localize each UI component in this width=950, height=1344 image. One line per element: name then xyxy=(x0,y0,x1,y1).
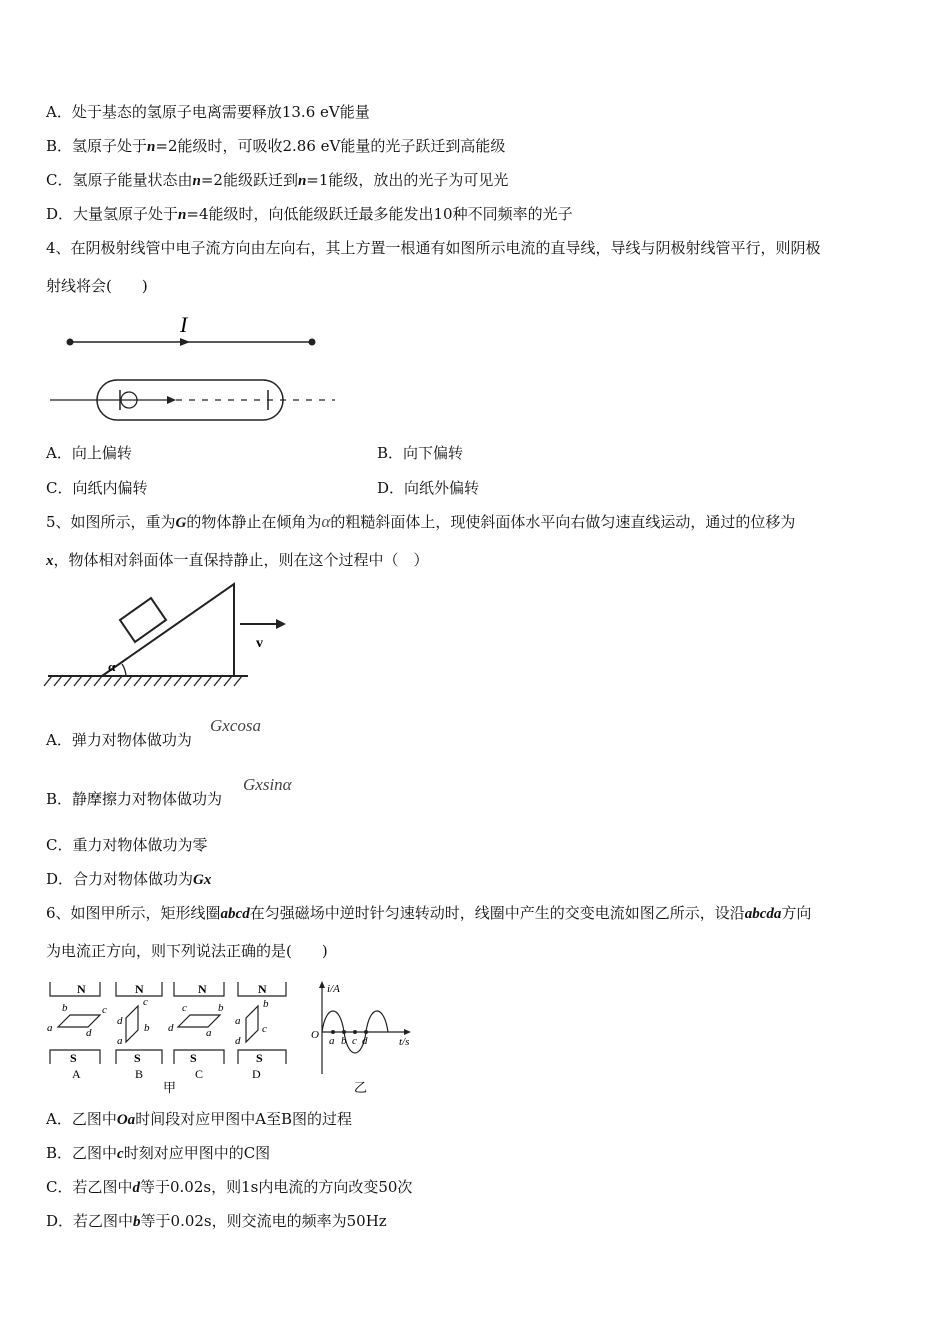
north-pole xyxy=(50,982,100,996)
svg-text:c: c xyxy=(262,1023,267,1035)
svg-text:a: a xyxy=(117,1035,123,1047)
q6-option-d: D．若乙图中b等于0.02s，则交流电的频率为50Hz xyxy=(46,1212,387,1230)
svg-text:d: d xyxy=(86,1027,92,1039)
q5-stem-line1: 5、如图所示，重为G的物体静止在倾角为α的粗糙斜面体上，现使斜面体水平向右做匀速直线运动，通过的位移为 xyxy=(46,512,796,531)
point-b xyxy=(342,1030,346,1034)
q4-option-a: A．向上偏转 xyxy=(46,444,132,462)
q5-stem-line2: x，物体相对斜面体一直保持静止，则在这个过程中（ ） xyxy=(46,551,429,569)
ground-hatching xyxy=(44,676,242,686)
point-a-label: a xyxy=(329,1035,335,1047)
north-label: N xyxy=(258,982,267,996)
x-axis-label: t/s xyxy=(399,1036,410,1048)
q6-option-c: C．若乙图中d等于0.02s，则1s内电流的方向改变50次 xyxy=(46,1178,413,1196)
caption-jia: 甲 xyxy=(163,1080,177,1095)
q3-option-c: C．氢原子能量状态由n=2能级跃迁到n=1能级，放出的光子为可见光 xyxy=(46,171,509,189)
svg-text:a: a xyxy=(235,1015,241,1027)
q4-figure xyxy=(40,308,340,428)
svg-text:d: d xyxy=(235,1035,241,1047)
q4-option-d: D．向纸外偏转 xyxy=(377,479,480,497)
q4-stem-line2: 射线将会( ) xyxy=(46,277,148,295)
south-label: S xyxy=(256,1051,263,1065)
coil xyxy=(58,1015,100,1027)
wire-end-right xyxy=(309,339,316,346)
svg-text:d: d xyxy=(168,1022,174,1034)
panel-d xyxy=(235,982,286,1081)
panel-a-label: A xyxy=(72,1067,81,1081)
point-c xyxy=(353,1030,357,1034)
q4-stem-line1: 4、在阴极射线管中电子流方向由左向右，其上方置一根通有如图所示电流的直导线，导线与阴极射线管平行，则阴极 xyxy=(46,239,821,257)
north-label: N xyxy=(135,982,144,996)
coil xyxy=(126,1006,138,1042)
q5-option-b-formula: Gxsinα xyxy=(243,775,292,794)
q4-option-c: C．向纸内偏转 xyxy=(46,479,148,497)
south-pole xyxy=(174,1050,224,1064)
q6-stem-line2: 为电流正方向，则下列说法正确的是( ) xyxy=(46,942,328,960)
q6-stem-line1: 6、如图甲所示，矩形线圈abcd在匀强磁场中逆时针匀速转动时，线圈中产生的交变电流如图乙所示，设沿abcda方向 xyxy=(46,904,812,922)
svg-text:a: a xyxy=(47,1022,53,1034)
coil xyxy=(178,1015,220,1027)
x-axis-arrow-icon xyxy=(404,1029,411,1035)
velocity-label: v xyxy=(256,636,263,651)
point-d xyxy=(364,1030,368,1034)
y-axis-arrow-icon xyxy=(319,981,325,988)
svg-text:b: b xyxy=(62,1002,68,1014)
q4-option-b: B．向下偏转 xyxy=(377,444,464,462)
beam-arrow-icon xyxy=(167,396,176,404)
point-a xyxy=(331,1030,335,1034)
panel-b xyxy=(116,982,162,1081)
q3-option-b: B．氢原子处于n=2能级时，可吸收2.86 eV能量的光子跃迁到高能级 xyxy=(46,137,506,155)
coil xyxy=(246,1006,258,1042)
q5-option-a-formula: Gxcosa xyxy=(210,716,261,735)
q6-figure xyxy=(44,978,424,1098)
current-label: I xyxy=(180,312,188,337)
q5-option-c: C．重力对物体做功为零 xyxy=(46,836,208,854)
north-label: N xyxy=(77,982,86,996)
svg-text:c: c xyxy=(182,1002,187,1014)
current-arrow-icon xyxy=(180,338,190,346)
north-label: N xyxy=(198,982,207,996)
q6-option-b: B．乙图中c时刻对应甲图中的C图 xyxy=(46,1144,271,1162)
svg-text:c: c xyxy=(102,1004,107,1016)
south-label: S xyxy=(70,1051,77,1065)
south-label: S xyxy=(190,1051,197,1065)
point-d-label: d xyxy=(362,1035,368,1047)
svg-text:b: b xyxy=(218,1002,224,1014)
y-axis-label: i/A xyxy=(327,983,340,995)
q5-option-a: A．弹力对物体做功为 xyxy=(46,731,192,749)
svg-text:b: b xyxy=(263,998,269,1010)
panel-d-label: D xyxy=(252,1067,261,1081)
angle-arc xyxy=(122,664,126,676)
origin-label: O xyxy=(311,1029,319,1041)
panel-a xyxy=(47,982,107,1081)
svg-text:b: b xyxy=(144,1022,150,1034)
q3-option-d: D．大量氢原子处于n=4能级时，向低能级跃迁最多能发出10种不同频率的光子 xyxy=(46,205,573,223)
wire-end-left xyxy=(67,339,74,346)
q5-figure xyxy=(40,578,300,690)
panel-c-label: C xyxy=(195,1067,204,1081)
q6-option-a: A．乙图中Oa时间段对应甲图中A至B图的过程 xyxy=(46,1110,353,1128)
current-graph xyxy=(311,981,411,1095)
velocity-arrow-icon xyxy=(276,619,286,629)
point-b-label: b xyxy=(341,1035,347,1047)
svg-text:a: a xyxy=(206,1027,212,1039)
panel-b-label: B xyxy=(135,1067,144,1081)
incline-block xyxy=(102,584,234,676)
south-label: S xyxy=(134,1051,141,1065)
caption-yi: 乙 xyxy=(354,1080,368,1095)
svg-text:c: c xyxy=(143,996,148,1008)
q5-option-d: D．合力对物体做功为Gx xyxy=(46,870,212,888)
svg-text:d: d xyxy=(117,1015,123,1027)
q5-option-b: B．静摩擦力对物体做功为 xyxy=(46,790,223,808)
angle-label: α xyxy=(108,659,116,674)
q3-option-a: A．处于基态的氢原子电离需要释放13.6 eV能量 xyxy=(46,103,370,121)
point-c-label: c xyxy=(352,1035,357,1047)
panel-c xyxy=(168,982,224,1081)
